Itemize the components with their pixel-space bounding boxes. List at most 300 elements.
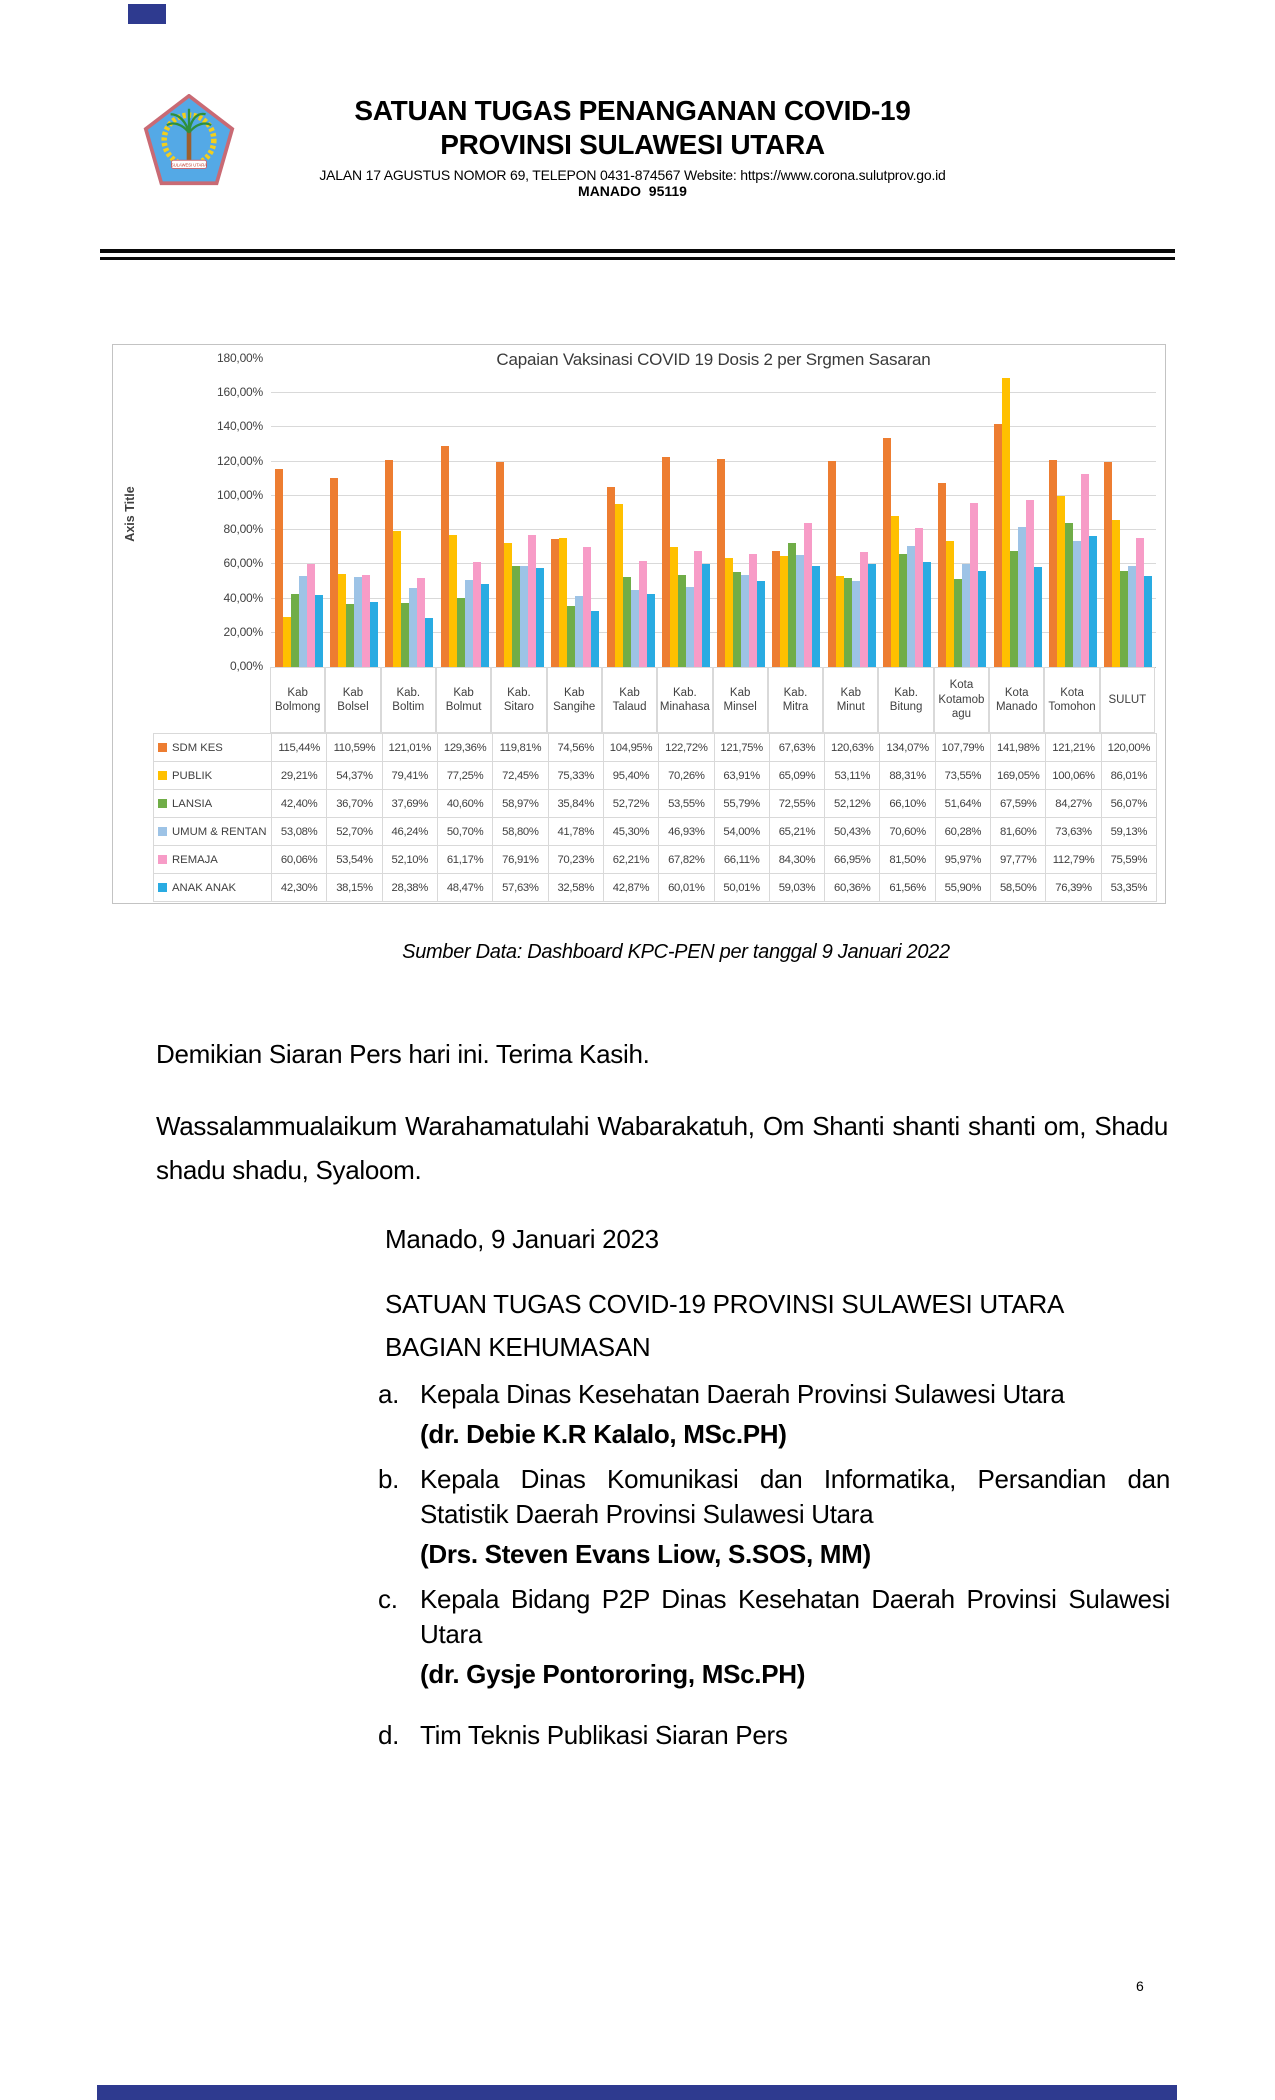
bar-lansia xyxy=(1120,571,1128,667)
bar-group xyxy=(1045,359,1100,667)
legend-cell xyxy=(154,818,272,846)
bar-publik xyxy=(1002,378,1010,667)
x-axis-label: Kab Talaud xyxy=(602,667,657,733)
value-cell: 104,95% xyxy=(604,734,659,762)
value-cell: 134,07% xyxy=(880,734,935,762)
list-marker: a. xyxy=(378,1379,400,1409)
bar-group xyxy=(382,359,437,667)
value-cell: 45,30% xyxy=(604,818,659,846)
svg-text:SULAWESI UTARA: SULAWESI UTARA xyxy=(171,162,207,168)
bar-umum-rentan xyxy=(741,575,749,667)
bar-umum-rentan xyxy=(354,577,362,667)
y-tick-label: 100,00% xyxy=(217,487,263,502)
value-cell: 81,50% xyxy=(880,846,935,874)
value-cell: 70,60% xyxy=(880,818,935,846)
legend-swatch xyxy=(158,883,167,892)
value-cell: 62,21% xyxy=(604,846,659,874)
bar-sdm-kes xyxy=(607,487,615,667)
value-cell: 72,45% xyxy=(493,762,548,790)
value-cell: 129,36% xyxy=(438,734,493,762)
y-tick-label: 0,00% xyxy=(229,659,263,673)
bar-lansia xyxy=(844,578,852,667)
bar-sdm-kes xyxy=(496,462,504,667)
y-tick-label: 140,00% xyxy=(217,419,263,434)
bar-publik xyxy=(1057,496,1065,667)
signatory-item-c xyxy=(378,1582,1170,1692)
bar-lansia xyxy=(733,572,741,667)
x-axis-labels xyxy=(271,667,1156,733)
bar-lansia xyxy=(623,577,631,667)
bar-anak-anak xyxy=(978,571,986,667)
list-marker: b. xyxy=(378,1464,400,1494)
legend-cell xyxy=(154,874,272,902)
bar-lansia xyxy=(678,575,686,667)
value-cell: 54,37% xyxy=(327,762,382,790)
value-cell: 169,05% xyxy=(991,762,1046,790)
signatory-role: Tim Teknis Publikasi Siaran Pers xyxy=(420,1720,788,1750)
signatory-role: Kepala Dinas Komunikasi dan Informatika, Persandian dan Statistik Daerah Provinsi Sulawesi Utara xyxy=(420,1464,1170,1529)
bar-anak-anak xyxy=(757,581,765,667)
x-axis-label: Kab Minsel xyxy=(713,667,768,733)
bar-umum-rentan xyxy=(409,588,417,667)
y-tick-label: 80,00% xyxy=(223,522,263,537)
bar-anak-anak xyxy=(1144,576,1152,667)
table-row xyxy=(154,874,1157,902)
bar-lansia xyxy=(401,603,409,667)
x-axis-label: Kab. Boltim xyxy=(381,667,436,733)
value-cell: 35,84% xyxy=(549,790,604,818)
salutation-paragraph: Wassalammualaikum Warahamatulahi Wabarakatuh, Om Shanti shanti shanti om, Shadu shadu shadu, Syaloom. xyxy=(156,1111,1168,1185)
bar-sdm-kes xyxy=(330,478,338,667)
value-cell: 60,28% xyxy=(936,818,991,846)
signatory-name: (Drs. Steven Evans Liow, S.SOS, MM) xyxy=(420,1539,871,1569)
value-cell: 32,58% xyxy=(549,874,604,902)
bar-publik xyxy=(559,538,567,667)
bar-umum-rentan xyxy=(907,546,915,667)
provincial-seal-logo xyxy=(143,94,235,186)
bar-lansia xyxy=(1065,523,1073,667)
bar-umum-rentan xyxy=(1128,566,1136,667)
value-cell: 42,40% xyxy=(272,790,327,818)
x-axis-label: Kab. Mitra xyxy=(768,667,823,733)
bar-anak-anak xyxy=(315,595,323,667)
bar-publik xyxy=(393,531,401,667)
bar-lansia xyxy=(954,579,962,667)
value-cell: 95,40% xyxy=(604,762,659,790)
letterhead xyxy=(100,86,1175,244)
value-cell: 84,27% xyxy=(1046,790,1101,818)
value-cell: 67,63% xyxy=(770,734,825,762)
value-cell: 61,17% xyxy=(438,846,493,874)
value-cell: 57,63% xyxy=(493,874,548,902)
value-cell: 61,56% xyxy=(880,874,935,902)
legend-swatch xyxy=(158,743,167,752)
value-cell: 53,55% xyxy=(659,790,714,818)
bar-remaja xyxy=(1081,474,1089,667)
x-axis-label: Kab Sangihe xyxy=(547,667,602,733)
value-cell: 67,82% xyxy=(659,846,714,874)
value-cell: 46,24% xyxy=(383,818,438,846)
value-cell: 59,13% xyxy=(1102,818,1157,846)
x-axis-label: Kab Bolmut xyxy=(436,667,491,733)
value-cell: 41,78% xyxy=(549,818,604,846)
legend-cell xyxy=(154,734,272,762)
value-cell: 54,00% xyxy=(715,818,770,846)
value-cell: 53,35% xyxy=(1102,874,1157,902)
y-tick-label: 120,00% xyxy=(217,453,263,468)
value-cell: 59,03% xyxy=(770,874,825,902)
bar-remaja xyxy=(473,562,481,667)
signatory-item-d xyxy=(378,1718,1170,1753)
signatory-role: Kepala Dinas Kesehatan Daerah Provinsi Sulawesi Utara xyxy=(420,1379,1065,1409)
series-name: LANSIA xyxy=(172,797,213,810)
corner-accent-bar xyxy=(128,4,166,24)
bar-sdm-kes xyxy=(385,460,393,667)
value-cell: 76,91% xyxy=(493,846,548,874)
value-cell: 40,60% xyxy=(438,790,493,818)
bar-group xyxy=(326,359,381,667)
list-marker: c. xyxy=(378,1584,398,1614)
org-title-line2: PROVINSI SULAWESI UTARA xyxy=(440,129,825,160)
value-cell: 53,54% xyxy=(327,846,382,874)
value-cell: 38,15% xyxy=(327,874,382,902)
value-cell: 86,01% xyxy=(1102,762,1157,790)
closing-paragraph: Demikian Siaran Pers hari ini. Terima Kasih. xyxy=(156,1039,650,1069)
org-address: JALAN 17 AGUSTUS NOMOR 69, TELEPON 0431-874567 Website: https://www.corona.sulutprov.go.id xyxy=(319,167,946,183)
signatory-role: Kepala Bidang P2P Dinas Kesehatan Daerah Provinsi Sulawesi Utara xyxy=(420,1584,1170,1649)
x-axis-label: SULUT xyxy=(1100,667,1155,733)
bar-lansia xyxy=(512,566,520,667)
bar-sdm-kes xyxy=(772,551,780,667)
value-cell: 66,11% xyxy=(715,846,770,874)
value-cell: 77,25% xyxy=(438,762,493,790)
value-cell: 95,97% xyxy=(936,846,991,874)
signature-block xyxy=(378,1222,1170,1753)
value-cell: 70,26% xyxy=(659,762,714,790)
bar-sdm-kes xyxy=(883,438,891,667)
value-cell: 100,06% xyxy=(1046,762,1101,790)
value-cell: 52,10% xyxy=(383,846,438,874)
bar-anak-anak xyxy=(591,611,599,667)
bar-publik xyxy=(615,504,623,667)
legend-swatch xyxy=(158,855,167,864)
source-note: Sumber Data: Dashboard KPC-PEN per tanggal 9 Januari 2022 xyxy=(402,941,950,963)
value-cell: 121,75% xyxy=(715,734,770,762)
letterhead-text xyxy=(240,94,1025,199)
bar-group xyxy=(824,359,879,667)
table-row xyxy=(154,790,1157,818)
org-line2: BAGIAN KEHUMASAN xyxy=(385,1332,651,1362)
series-name: SDM KES xyxy=(172,741,223,754)
y-tick-label: 60,00% xyxy=(223,556,263,571)
legend-swatch xyxy=(158,799,167,808)
legend-cell xyxy=(154,846,272,874)
value-cell: 63,91% xyxy=(715,762,770,790)
value-cell: 110,59% xyxy=(327,734,382,762)
value-cell: 120,63% xyxy=(825,734,880,762)
bar-umum-rentan xyxy=(1018,527,1026,667)
bar-group xyxy=(935,359,990,667)
bar-remaja xyxy=(362,575,370,667)
bar-umum-rentan xyxy=(1073,541,1081,667)
value-cell: 58,50% xyxy=(991,874,1046,902)
x-axis-label: Kota Kotamobagu xyxy=(934,667,989,733)
value-cell: 29,21% xyxy=(272,762,327,790)
list-marker: d. xyxy=(378,1720,400,1750)
bar-remaja xyxy=(417,578,425,667)
bar-group xyxy=(271,359,326,667)
value-cell: 121,21% xyxy=(1046,734,1101,762)
bar-group xyxy=(548,359,603,667)
value-cell: 55,79% xyxy=(715,790,770,818)
y-tick-label: 40,00% xyxy=(223,590,263,605)
bar-remaja xyxy=(583,547,591,667)
table-row xyxy=(154,846,1157,874)
series-name: UMUM & RENTAN xyxy=(172,825,267,838)
footer-accent-bar xyxy=(97,2085,1177,2100)
value-cell: 97,77% xyxy=(991,846,1046,874)
bar-umum-rentan xyxy=(575,596,583,667)
value-cell: 66,95% xyxy=(825,846,880,874)
value-cell: 52,72% xyxy=(604,790,659,818)
bar-remaja xyxy=(528,535,536,667)
bar-sdm-kes xyxy=(717,459,725,667)
bar-umum-rentan xyxy=(299,576,307,667)
chart-data-table xyxy=(153,733,1157,902)
bar-lansia xyxy=(899,554,907,667)
bar-group xyxy=(714,359,769,667)
value-cell: 65,09% xyxy=(770,762,825,790)
bar-group xyxy=(879,359,934,667)
bar-lansia xyxy=(1010,551,1018,667)
value-cell: 67,59% xyxy=(991,790,1046,818)
bar-sdm-kes xyxy=(551,539,559,667)
bar-sdm-kes xyxy=(994,424,1002,667)
bar-remaja xyxy=(915,528,923,667)
value-cell: 46,93% xyxy=(659,818,714,846)
bar-anak-anak xyxy=(1089,536,1097,667)
value-cell: 81,60% xyxy=(991,818,1046,846)
legend-swatch xyxy=(158,827,167,836)
legend-cell xyxy=(154,790,272,818)
vaccination-bar-chart xyxy=(112,344,1166,904)
value-cell: 50,43% xyxy=(825,818,880,846)
value-cell: 107,79% xyxy=(936,734,991,762)
bar-anak-anak xyxy=(647,594,655,667)
bar-lansia xyxy=(788,543,796,667)
bar-publik xyxy=(891,516,899,667)
page-number: 6 xyxy=(1136,1978,1144,1994)
bar-umum-rentan xyxy=(962,564,970,667)
signatory-name: (dr. Gysje Pontororing, MSc.PH) xyxy=(420,1659,806,1689)
x-axis-label: Kota Tomohon xyxy=(1044,667,1099,733)
series-name: PUBLIK xyxy=(172,769,213,782)
bar-remaja xyxy=(694,551,702,667)
plot-area xyxy=(271,359,1156,668)
table-row xyxy=(154,762,1157,790)
bar-publik xyxy=(1112,520,1120,667)
value-cell: 75,33% xyxy=(549,762,604,790)
value-cell: 42,30% xyxy=(272,874,327,902)
bar-anak-anak xyxy=(702,564,710,667)
bar-anak-anak xyxy=(536,568,544,667)
value-cell: 76,39% xyxy=(1046,874,1101,902)
date-line: Manado, 9 Januari 2023 xyxy=(385,1224,659,1254)
value-cell: 48,47% xyxy=(438,874,493,902)
bar-anak-anak xyxy=(370,602,378,667)
y-tick-label: 160,00% xyxy=(217,385,263,400)
series-name: REMAJA xyxy=(172,853,218,866)
bar-lansia xyxy=(567,606,575,667)
bar-publik xyxy=(283,617,291,667)
value-cell: 36,70% xyxy=(327,790,382,818)
value-cell: 122,72% xyxy=(659,734,714,762)
bar-anak-anak xyxy=(923,562,931,667)
bar-anak-anak xyxy=(868,564,876,667)
bar-lansia xyxy=(291,594,299,667)
bar-sdm-kes xyxy=(1104,462,1112,667)
value-cell: 70,23% xyxy=(549,846,604,874)
bar-anak-anak xyxy=(1034,567,1042,667)
x-axis-label: Kab Bolsel xyxy=(325,667,380,733)
bar-remaja xyxy=(639,561,647,667)
bar-lansia xyxy=(457,598,465,667)
value-cell: 50,70% xyxy=(438,818,493,846)
table-row xyxy=(154,734,1157,762)
signatory-item-a xyxy=(378,1377,1170,1452)
value-cell: 88,31% xyxy=(880,762,935,790)
bar-remaja xyxy=(860,552,868,667)
legend-cell xyxy=(154,762,272,790)
bar-sdm-kes xyxy=(441,446,449,667)
value-cell: 119,81% xyxy=(493,734,548,762)
value-cell: 112,79% xyxy=(1046,846,1101,874)
bar-group xyxy=(658,359,713,667)
value-cell: 60,06% xyxy=(272,846,327,874)
bar-group xyxy=(492,359,547,667)
bar-publik xyxy=(449,535,457,667)
bar-group xyxy=(603,359,658,667)
value-cell: 51,64% xyxy=(936,790,991,818)
bar-publik xyxy=(780,556,788,667)
bar-remaja xyxy=(307,564,315,667)
value-cell: 74,56% xyxy=(549,734,604,762)
value-cell: 37,69% xyxy=(383,790,438,818)
table-row xyxy=(154,818,1157,846)
bar-umum-rentan xyxy=(520,566,528,667)
bar-umum-rentan xyxy=(852,581,860,667)
chart-title: Capaian Vaksinasi COVID 19 Dosis 2 per Srgmen Sasaran xyxy=(271,350,1156,370)
value-cell: 28,38% xyxy=(383,874,438,902)
bar-lansia xyxy=(346,604,354,667)
value-cell: 52,12% xyxy=(825,790,880,818)
value-cell: 79,41% xyxy=(383,762,438,790)
value-cell: 66,10% xyxy=(880,790,935,818)
org-line1: SATUAN TUGAS COVID-19 PROVINSI SULAWESI UTARA xyxy=(385,1289,1065,1319)
bar-group xyxy=(990,359,1045,667)
sulawesi-utara-seal-icon xyxy=(143,94,235,186)
x-axis-label: Kota Manado xyxy=(989,667,1044,733)
value-cell: 53,08% xyxy=(272,818,327,846)
value-cell: 58,97% xyxy=(493,790,548,818)
y-tick-label: 20,00% xyxy=(223,624,263,639)
value-cell: 75,59% xyxy=(1102,846,1157,874)
value-cell: 50,01% xyxy=(715,874,770,902)
bar-publik xyxy=(670,547,678,667)
bar-umum-rentan xyxy=(796,555,804,667)
signatory-list xyxy=(378,1377,1170,1753)
bar-umum-rentan xyxy=(686,587,694,667)
signatory-item-b xyxy=(378,1462,1170,1572)
bar-anak-anak xyxy=(481,584,489,667)
x-axis-label: Kab. Minahasa xyxy=(657,667,712,733)
value-cell: 115,44% xyxy=(272,734,327,762)
value-cell: 56,07% xyxy=(1102,790,1157,818)
bar-group xyxy=(769,359,824,667)
bar-sdm-kes xyxy=(1049,460,1057,667)
value-cell: 53,11% xyxy=(825,762,880,790)
org-city-postal: MANADO 95119 xyxy=(578,183,687,199)
x-axis-label: Kab Bolmong xyxy=(270,667,325,733)
bar-remaja xyxy=(749,554,757,667)
value-cell: 42,87% xyxy=(604,874,659,902)
bar-publik xyxy=(338,574,346,667)
value-cell: 72,55% xyxy=(770,790,825,818)
legend-swatch xyxy=(158,771,167,780)
x-axis-label: Kab. Bitung xyxy=(878,667,933,733)
value-cell: 141,98% xyxy=(991,734,1046,762)
bar-group xyxy=(437,359,492,667)
y-axis-labels xyxy=(151,345,263,685)
bar-remaja xyxy=(1026,500,1034,667)
value-cell: 120,00% xyxy=(1102,734,1157,762)
y-axis-title: Axis Title xyxy=(123,486,137,542)
bar-sdm-kes xyxy=(662,457,670,667)
org-title-line1: SATUAN TUGAS PENANGANAN COVID-19 xyxy=(354,95,911,126)
bar-remaja xyxy=(970,503,978,667)
value-cell: 73,55% xyxy=(936,762,991,790)
value-cell: 60,01% xyxy=(659,874,714,902)
series-name: ANAK ANAK xyxy=(172,881,237,894)
bar-anak-anak xyxy=(812,566,820,667)
bar-group xyxy=(1101,359,1156,667)
bar-publik xyxy=(725,558,733,667)
value-cell: 60,36% xyxy=(825,874,880,902)
bar-sdm-kes xyxy=(275,469,283,667)
value-cell: 65,21% xyxy=(770,818,825,846)
value-cell: 73,63% xyxy=(1046,818,1101,846)
x-axis-label: Kab Minut xyxy=(823,667,878,733)
bar-publik xyxy=(836,576,844,667)
bar-sdm-kes xyxy=(938,483,946,667)
bar-publik xyxy=(504,543,512,667)
bar-anak-anak xyxy=(425,618,433,667)
value-cell: 58,80% xyxy=(493,818,548,846)
bar-sdm-kes xyxy=(828,461,836,667)
value-cell: 84,30% xyxy=(770,846,825,874)
value-cell: 121,01% xyxy=(383,734,438,762)
value-cell: 55,90% xyxy=(936,874,991,902)
x-axis-label: Kab. Sitaro xyxy=(491,667,546,733)
bar-remaja xyxy=(804,523,812,667)
bar-remaja xyxy=(1136,538,1144,667)
bar-umum-rentan xyxy=(631,590,639,668)
y-tick-label: 180,00% xyxy=(217,351,263,365)
bar-umum-rentan xyxy=(465,580,473,667)
letterhead-divider xyxy=(100,249,1175,260)
bar-publik xyxy=(946,541,954,667)
value-cell: 52,70% xyxy=(327,818,382,846)
